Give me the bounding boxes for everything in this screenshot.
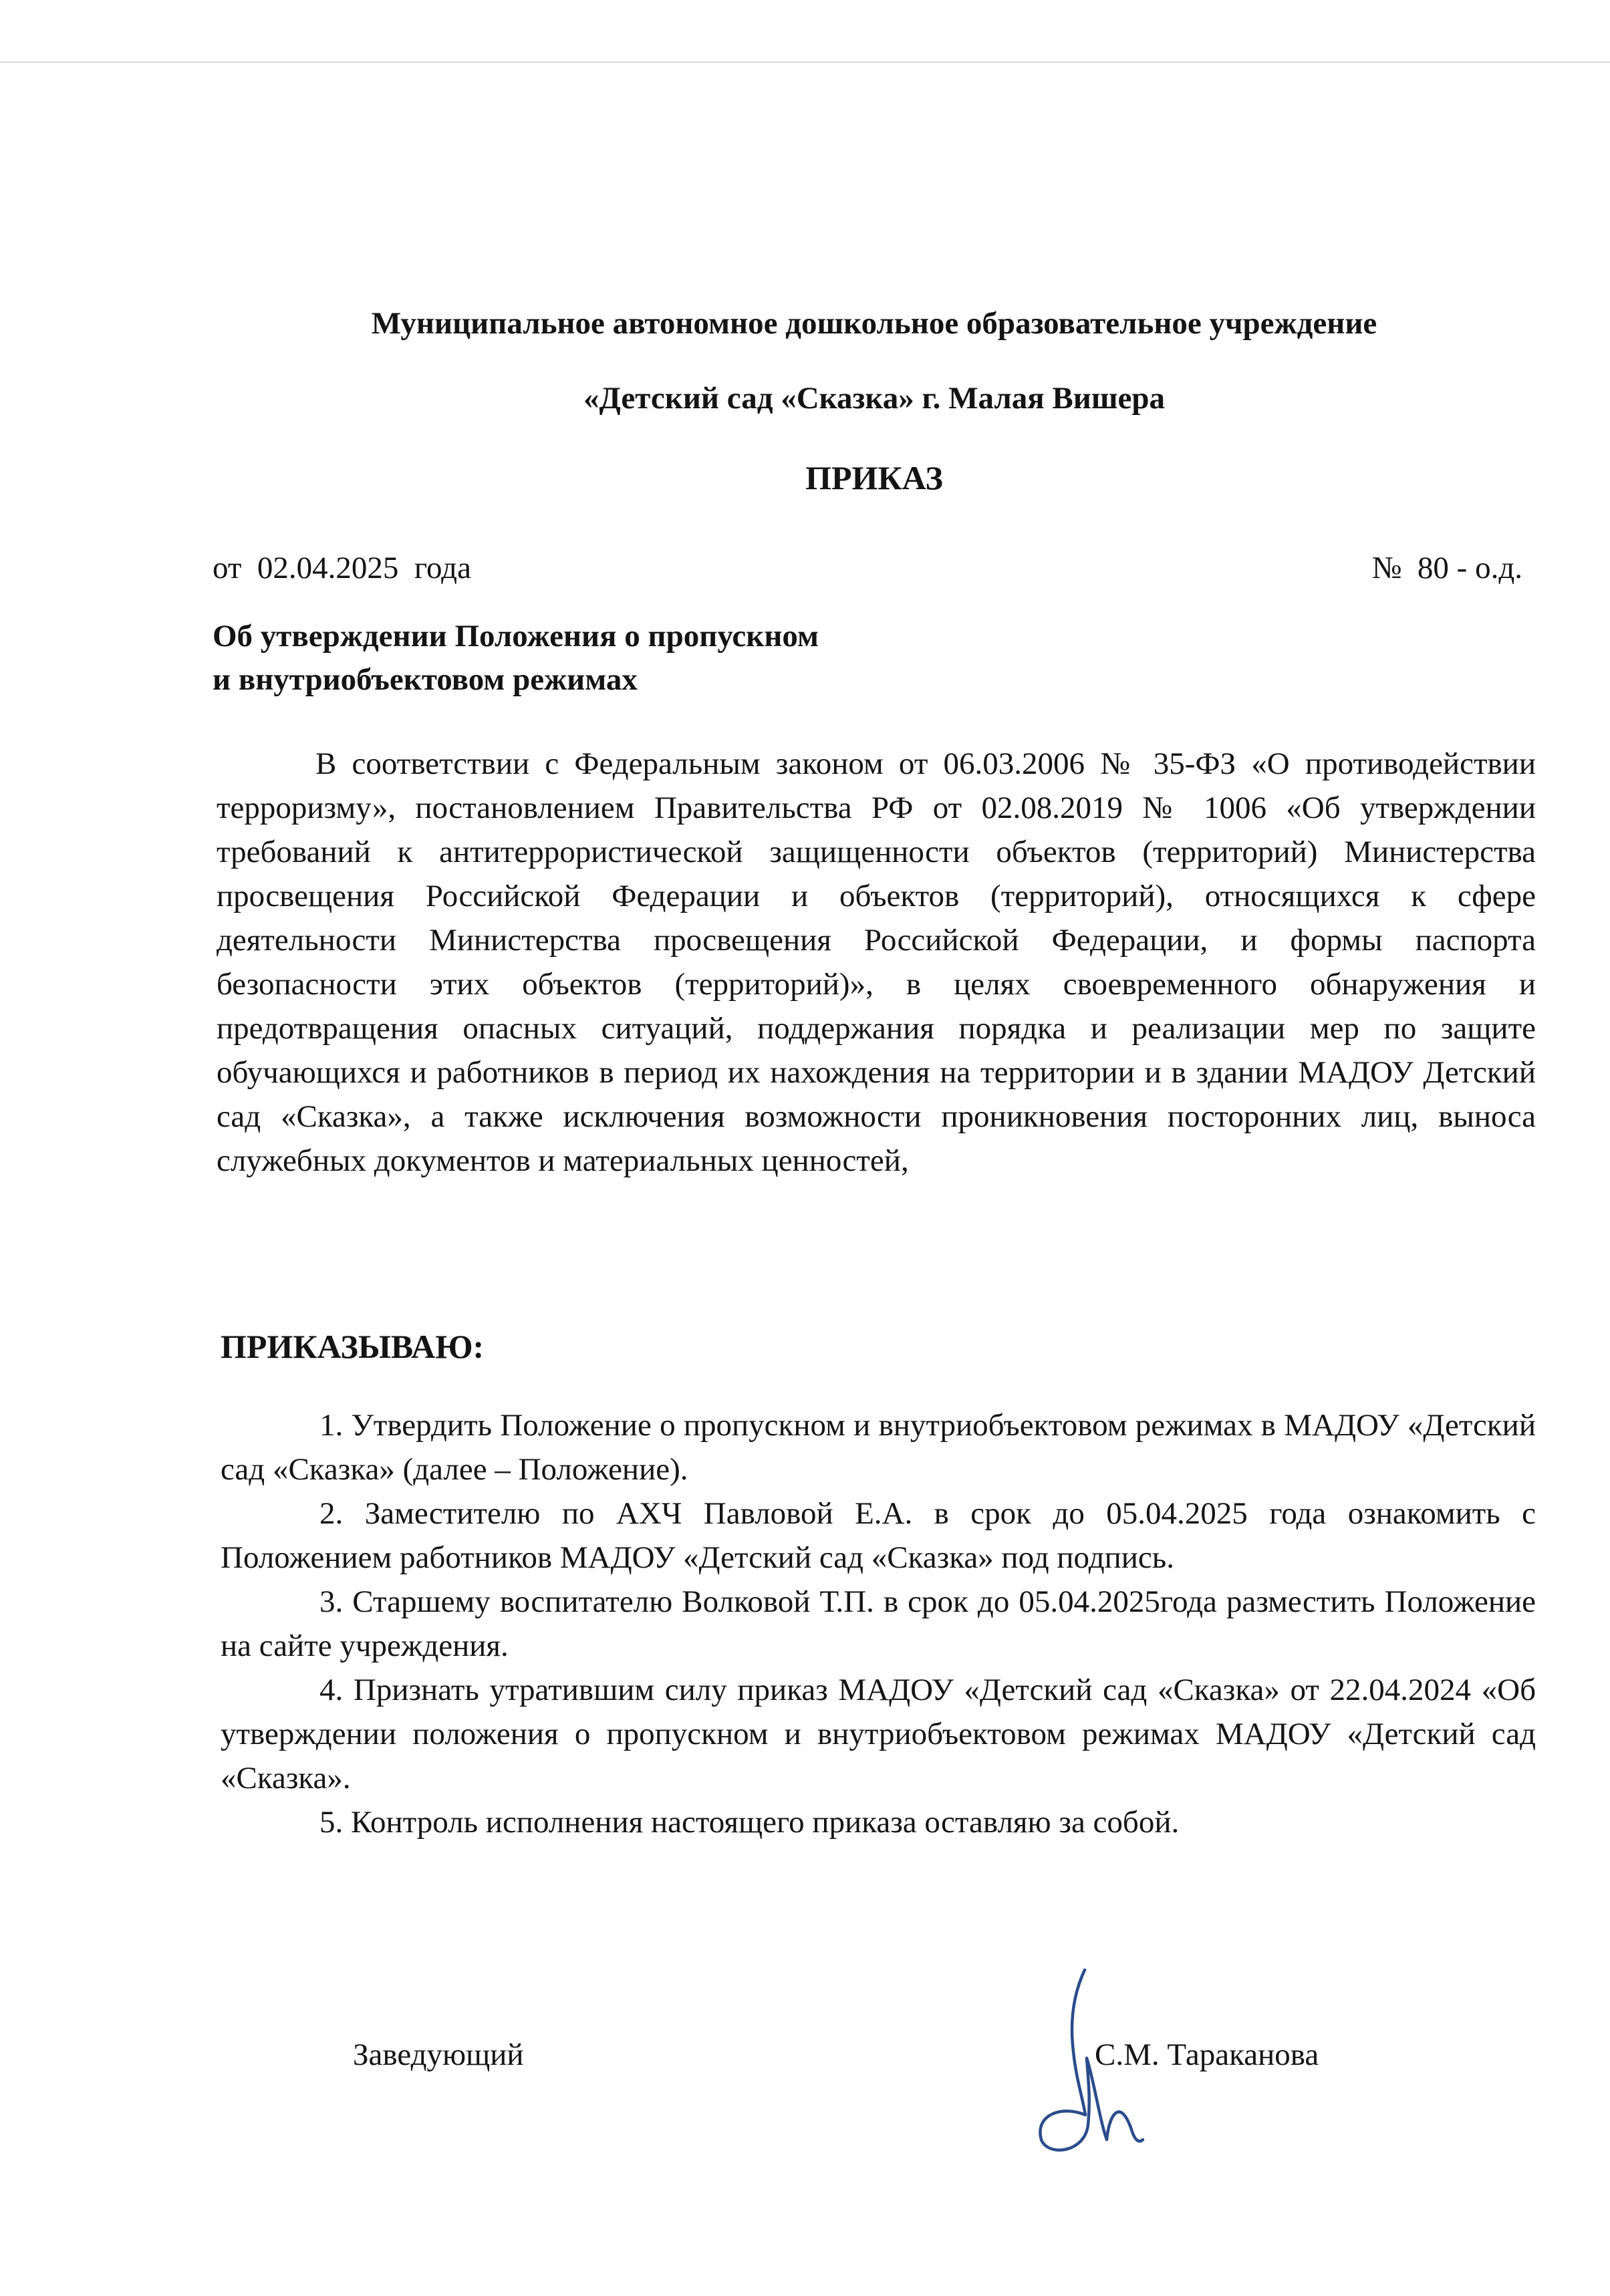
order-subject-line2: и внутриобъектовом режимах (213, 662, 638, 697)
order-date: от 02.04.2025 года (213, 551, 471, 585)
order-item: 5. Контроль исполнения настоящего приказа оставляю за собой. (319, 1805, 1180, 1840)
handwritten-signature (1021, 1965, 1168, 2158)
date-number-row (213, 545, 1522, 591)
order-subject (213, 615, 1536, 702)
order-item: 2. Заместителю по АХЧ Павловой Е.А. в срок до 05.04.2025 года ознакомить с Положением работников МАДОУ «Детский сад «Сказка» под подпись. (221, 1496, 1536, 1575)
preamble-paragraph: В соответствии с Федеральным законом от 06.03.2006 № 35-ФЗ «О противодействии терроризму», постановлением Правительства РФ от 02.08.2019 № 1006 «Об утверждении требований к антитеррористической защищенности объектов (территорий) Министерства просвещения Российской Федерации и объектов (территорий), относящихся к сфере деятельности Министерства просвещения Российской Федерации, и формы паспорта безопасности этих объектов (территорий)», в целях своевременного обнаружения и предотвращения опасных ситуаций, поддержания порядка и реализации мер по защите обучающихся и работников в период их нахождения на территории и в здании МАДОУ Детский сад «Сказка», а также исключения возможности проникновения посторонних лиц, выноса служебных документов и материальных ценностей, (217, 746, 1536, 1178)
order-subject-line1: Об утверждении Положения о пропускном (213, 619, 819, 654)
document-title: ПРИКАЗ (805, 459, 943, 496)
organization-name-line2: «Детский сад «Сказка» г. Малая Вишера (583, 381, 1166, 416)
order-item: 1. Утвердить Положение о пропускном и внутриобъектовом режимах в МАДОУ «Детский сад «Сказка» (далее – Положение). (221, 1408, 1536, 1487)
organization-header (213, 286, 1536, 436)
order-items-list (221, 1403, 1536, 1844)
order-number: № 80 - о.д. (1371, 551, 1522, 585)
order-item: 3. Старшему воспитателю Волковой Т.П. в срок до 05.04.2025года разместить Положение на сайте учреждения. (221, 1584, 1536, 1663)
command-heading: ПРИКАЗЫВАЮ: (221, 1328, 485, 1365)
signatory-name: С.М. Тараканова (1095, 2037, 1319, 2072)
order-item: 4. Признать утратившим силу приказ МАДОУ «Детский сад «Сказка» от 22.04.2024 «Об утверждении положения о пропускном и внутриобъектовом режимах МАДОУ «Детский сад «Сказка». (221, 1673, 1536, 1796)
organization-name-line1: Муниципальное автономное дошкольное образовательное учреждение (371, 306, 1377, 341)
signatory-position: Заведующий (353, 2037, 524, 2072)
scan-edge-line (0, 61, 1610, 63)
